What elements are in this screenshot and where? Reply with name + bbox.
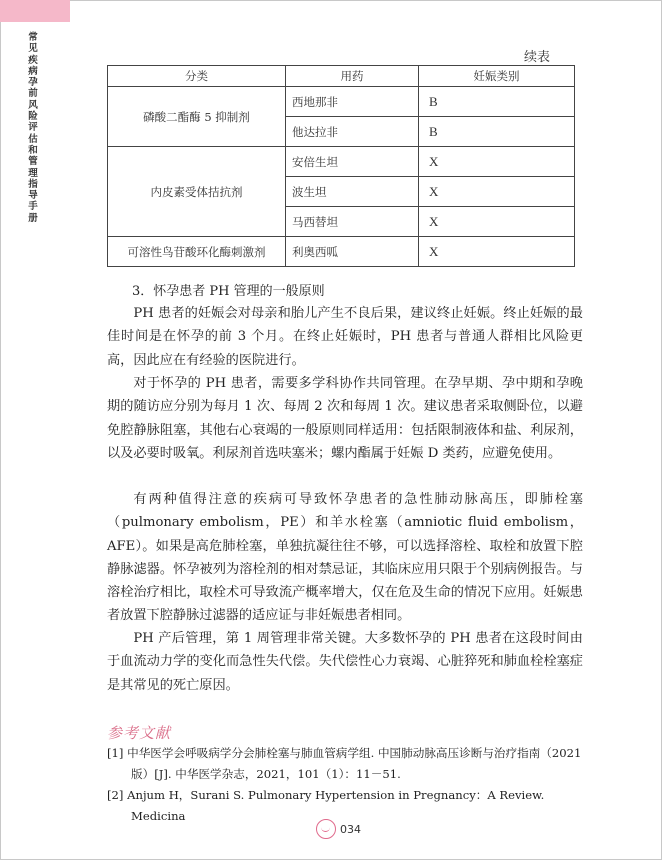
drug-cell: 波生坦 bbox=[286, 177, 419, 207]
drug-cell: 马西替坦 bbox=[286, 207, 419, 237]
category-cell: 内皮素受体拮抗剂 bbox=[108, 147, 286, 237]
reference-item: [2] Anjum H，Surani S. Pulmonary Hypertension in Pregnancy：A Review. Medicina bbox=[107, 788, 545, 823]
drug-cell: 西地那非 bbox=[286, 87, 419, 117]
grade-cell: X bbox=[419, 237, 575, 267]
grade-cell: X bbox=[419, 147, 575, 177]
table-row bbox=[108, 237, 575, 267]
table-continued-label: 续表 bbox=[524, 50, 551, 65]
category-cell: 磷酸二酯酶 5 抑制剂 bbox=[108, 87, 286, 147]
body-paragraph: 有两种值得注意的疾病可导致怀孕患者的急性肺动脉高压，即肺栓塞（pulmonary embolism，PE）和羊水栓塞（amniotic fluid embolism，AFE）。如果是高危肺栓塞，单独抗凝往往不够，可以选择溶栓、取栓和放置下腔静脉滤器。怀孕被列为溶栓剂的相对禁忌证，其临床应用只限于个别病例报告。与溶栓治疗相比，取栓术可导致流产概率增大，仅在危及生命的情况下应用。妊娠患者放置下腔静脉过滤器的适应证与非妊娠患者相同。 bbox=[107, 492, 583, 624]
header-category: 分类 bbox=[108, 66, 286, 87]
drug-cell: 他达拉非 bbox=[286, 117, 419, 147]
drug-cell: 安倍生坦 bbox=[286, 147, 419, 177]
page-footer bbox=[316, 818, 361, 840]
table-row bbox=[108, 87, 575, 117]
page-number: 034 bbox=[340, 822, 361, 836]
drug-cell: 利奥西呱 bbox=[286, 237, 419, 267]
drug-pregnancy-table bbox=[107, 65, 575, 267]
references-list bbox=[107, 743, 583, 827]
section-heading: 3．怀孕患者 PH 管理的一般原则 bbox=[132, 284, 325, 299]
table-row bbox=[108, 147, 575, 177]
corner-tab-decoration bbox=[0, 0, 70, 22]
body-paragraph: PH 患者的妊娠会对母亲和胎儿产生不良后果，建议终止妊娠。终止妊娠的最佳时间是在怀孕的前 3 个月。在终止妊娠时，PH 患者与普通人群相比风险更高，因此应在有经验的医院进行。 bbox=[107, 306, 583, 368]
grade-cell: X bbox=[419, 207, 575, 237]
category-cell: 可溶性鸟苷酸环化酶刺激剂 bbox=[108, 237, 286, 267]
header-drug: 用药 bbox=[286, 66, 419, 87]
grade-cell: X bbox=[419, 177, 575, 207]
smile-logo-icon bbox=[316, 819, 336, 839]
header-pregnancy-grade: 妊娠类别 bbox=[419, 66, 575, 87]
grade-cell: B bbox=[419, 117, 575, 147]
body-paragraph: PH 产后管理，第 1 周管理非常关键。大多数怀孕的 PH 患者在这段时间由于血流动力学的变化而急性失代偿。失代偿性心力衰竭、心脏猝死和肺血栓栓塞症是其常见的死亡原因。 bbox=[107, 631, 583, 693]
reference-item: [1] 中华医学会呼吸病学分会肺栓塞与肺血管病学组. 中国肺动脉高压诊断与治疗指南（2021 版）[J]. 中华医学杂志，2021，101（1）：11－51. bbox=[107, 746, 582, 781]
references-title: 参考文献 bbox=[107, 724, 172, 742]
book-title-vertical: 常见疾病孕前风险评估和管理指导手册 bbox=[28, 32, 38, 224]
table-header-row bbox=[108, 66, 575, 87]
grade-cell: B bbox=[419, 87, 575, 117]
body-paragraph: 对于怀孕的 PH 患者，需要多学科协作共同管理。在孕早期、孕中期和孕晚期的随访应分别为每月 1 次、每周 2 次和每周 1 次。建议患者采取侧卧位，以避免腔静脉阻塞，其他右心衰竭的一般原则同样适用：包括限制液体和盐、利尿剂，以及必要时吸氧。利尿剂首选呋塞米；螺内酯属于妊娠 D 类药，应避免使用。 bbox=[107, 376, 583, 461]
